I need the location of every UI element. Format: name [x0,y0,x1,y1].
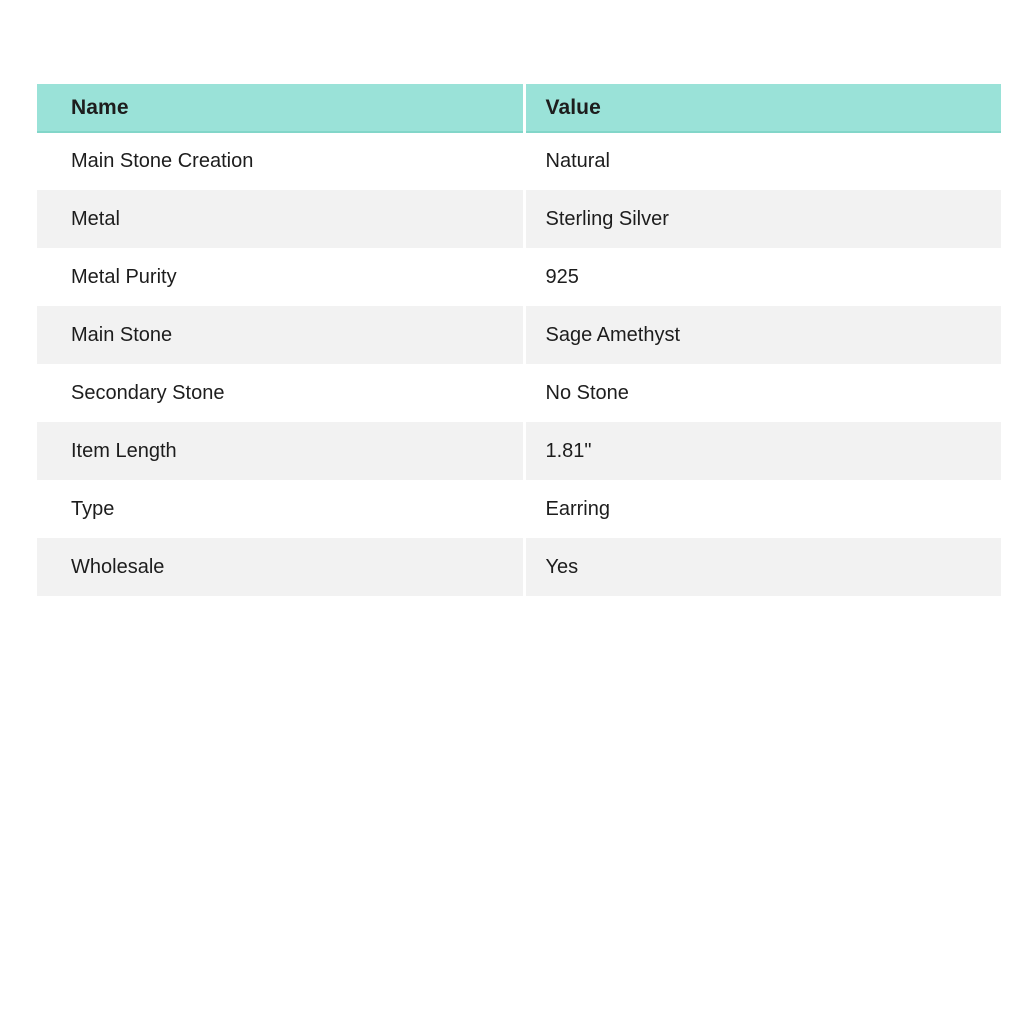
table-row [37,132,1001,190]
attribute-name-cell: Main Stone Creation [37,132,524,190]
attribute-value-cell: Earring [545,497,610,520]
attribute-name-cell: Main Stone [37,306,524,364]
attribute-name-cell: Metal [37,190,524,248]
table-row [37,364,1001,422]
attribute-name-cell: Type [37,480,524,538]
table-row [37,248,1001,306]
attributes-table-container [37,84,1001,596]
table-header-row [37,84,1001,132]
attributes-table [37,84,1001,596]
table-header [37,84,1001,132]
table-row [37,190,1001,248]
table-row [37,306,1001,364]
attribute-name-cell: Item Length [37,422,524,480]
attribute-name-cell: Wholesale [37,538,524,596]
attribute-value-cell: 1.81" [545,439,592,462]
attribute-value-cell: Natural [545,150,610,172]
attribute-value-cell: Yes [545,555,579,578]
column-header-name: Name [37,84,524,132]
table-row [37,422,1001,480]
attribute-value-cell: 925 [545,265,579,288]
attribute-value-cell: Sage Amethyst [545,323,681,346]
attribute-value-cell: Sterling Silver [545,207,669,230]
table-row [37,538,1001,596]
attribute-name-cell: Secondary Stone [37,364,524,422]
table-body [37,132,1001,596]
table-row [37,480,1001,538]
attribute-value-cell: No Stone [545,381,629,404]
column-header-value: Value [524,84,1001,132]
attribute-name-cell: Metal Purity [37,248,524,306]
